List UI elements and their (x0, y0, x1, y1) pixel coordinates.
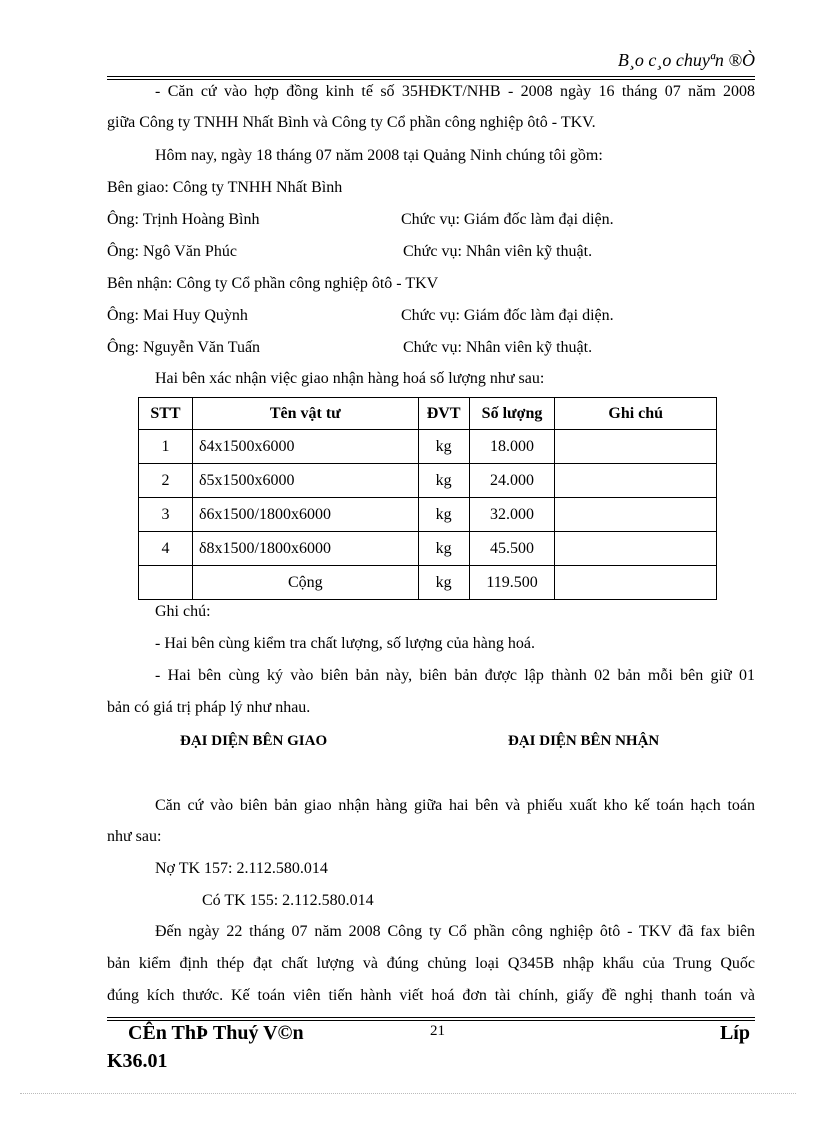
delivering-rep2-name: Ông: Ngô Văn Phúc (107, 243, 237, 260)
cell-stt (139, 566, 193, 600)
meeting-date: Hôm nay, ngày 18 tháng 07 năm 2008 tại Quảng Ninh chúng tôi gồm: (155, 147, 603, 164)
accounting-basis-line2: như sau: (107, 828, 162, 845)
total-qty: 119.500 (469, 566, 555, 600)
notes-title: Ghi chú: (155, 603, 211, 620)
delivering-rep1-role: Chức vụ: Giám đốc làm đại diện. (401, 211, 614, 228)
accounting-basis-line1: Căn cứ vào biên bản giao nhận hàng giữa hai bên và phiếu xuất kho kế toán hạch toán (155, 797, 755, 814)
table-row (139, 430, 717, 464)
table-row (139, 464, 717, 498)
cell-stt: 4 (139, 532, 193, 566)
table-header-row (139, 398, 717, 430)
table-row (139, 532, 717, 566)
confirmation-text: Hai bên xác nhận việc giao nhận hàng hoá số lượng như sau: (155, 370, 545, 387)
delivering-party: Bên giao: Công ty TNHH Nhất Bình (107, 179, 343, 196)
cell-qty: 24.000 (469, 464, 555, 498)
cell-unit: kg (418, 498, 469, 532)
footer-rule-top (107, 1017, 755, 1018)
total-label: Cộng (192, 566, 418, 600)
footer-class-code: K36.01 (107, 1050, 168, 1072)
delivering-rep2-role: Chức vụ: Nhân viên kỹ thuật. (403, 243, 593, 260)
header-rule-top (107, 76, 755, 77)
receiving-party: Bên nhận: Công ty Cổ phần công nghiệp ôtô - TKV (107, 275, 439, 292)
col-header-note: Ghi chú (555, 398, 717, 430)
debit-entry: Nợ TK 157: 2.112.580.014 (155, 860, 328, 877)
page-bottom-divider (20, 1093, 796, 1094)
fax-paragraph-line1: Đến ngày 22 tháng 07 năm 2008 Công ty Cổ phần công nghiệp ôtô - TKV đã fax biên (155, 923, 755, 940)
delivering-rep1-name: Ông: Trịnh Hoàng Bình (107, 211, 260, 228)
col-header-unit: ĐVT (418, 398, 469, 430)
goods-table (138, 397, 717, 600)
report-header-title: B¸o c¸o chuyªn ®Ò (617, 50, 755, 70)
note-2-line2: bản có giá trị pháp lý như nhau. (107, 699, 311, 716)
contract-basis-line1: - Căn cứ vào hợp đồng kinh tế số 35HĐKT/NHB - 2008 ngày 16 tháng 07 năm 2008 (155, 83, 755, 100)
cell-stt: 2 (139, 464, 193, 498)
cell-item: δ8x1500/1800x6000 (192, 532, 418, 566)
cell-qty: 18.000 (469, 430, 555, 464)
receiving-rep2-role: Chức vụ: Nhân viên kỹ thuật. (403, 339, 593, 356)
cell-stt: 3 (139, 498, 193, 532)
receiving-rep2-name: Ông: Nguyễn Văn Tuấn (107, 339, 261, 356)
cell-unit: kg (418, 464, 469, 498)
col-header-stt: STT (139, 398, 193, 430)
credit-entry: Có TK 155: 2.112.580.014 (202, 892, 374, 909)
cell-item: δ5x1500x6000 (192, 464, 418, 498)
page-number: 21 (430, 1023, 445, 1039)
footer-class-label: Líp (719, 1022, 750, 1044)
cell-note (555, 532, 717, 566)
note-1: - Hai bên cùng kiểm tra chất lượng, số lượng của hàng hoá. (155, 635, 535, 652)
fax-paragraph-line3: đúng kích thước. Kế toán viên tiến hành viết hoá đơn tài chính, giấy đề nghị thanh toán và (107, 987, 755, 1004)
receiving-rep1-role: Chức vụ: Giám đốc làm đại diện. (401, 307, 614, 324)
table-total-row (139, 566, 717, 600)
note-2-line1: - Hai bên cùng ký vào biên bản này, biên bản được lập thành 02 bản mỗi bên giữ 01 (155, 667, 755, 684)
signature-delivering: ĐẠI DIỆN BÊN GIAO (180, 733, 328, 749)
cell-qty: 32.000 (469, 498, 555, 532)
contract-basis-line2: giữa Công ty TNHH Nhất Bình và Công ty Cổ phần công nghiệp ôtô - TKV. (107, 114, 596, 131)
signature-receiving: ĐẠI DIỆN BÊN NHẬN (508, 733, 660, 749)
cell-item: δ6x1500/1800x6000 (192, 498, 418, 532)
footer-rule-bottom (107, 1020, 755, 1021)
header-rule-bottom (107, 79, 755, 80)
cell-note (555, 498, 717, 532)
col-header-item: Tên vật tư (192, 398, 418, 430)
table-row (139, 498, 717, 532)
cell-item: δ4x1500x6000 (192, 430, 418, 464)
cell-note (555, 566, 717, 600)
footer-author: CÊn ThÞ Thuý V©n (128, 1022, 304, 1044)
col-header-qty: Số lượng (469, 398, 555, 430)
total-unit: kg (418, 566, 469, 600)
cell-unit: kg (418, 430, 469, 464)
receiving-rep1-name: Ông: Mai Huy Quỳnh (107, 307, 248, 324)
cell-qty: 45.500 (469, 532, 555, 566)
cell-stt: 1 (139, 430, 193, 464)
fax-paragraph-line2: bản kiểm định thép đạt chất lượng và đúng chủng loại Q345B nhập khẩu của Trung Quốc (107, 955, 755, 972)
cell-note (555, 430, 717, 464)
cell-note (555, 464, 717, 498)
cell-unit: kg (418, 532, 469, 566)
